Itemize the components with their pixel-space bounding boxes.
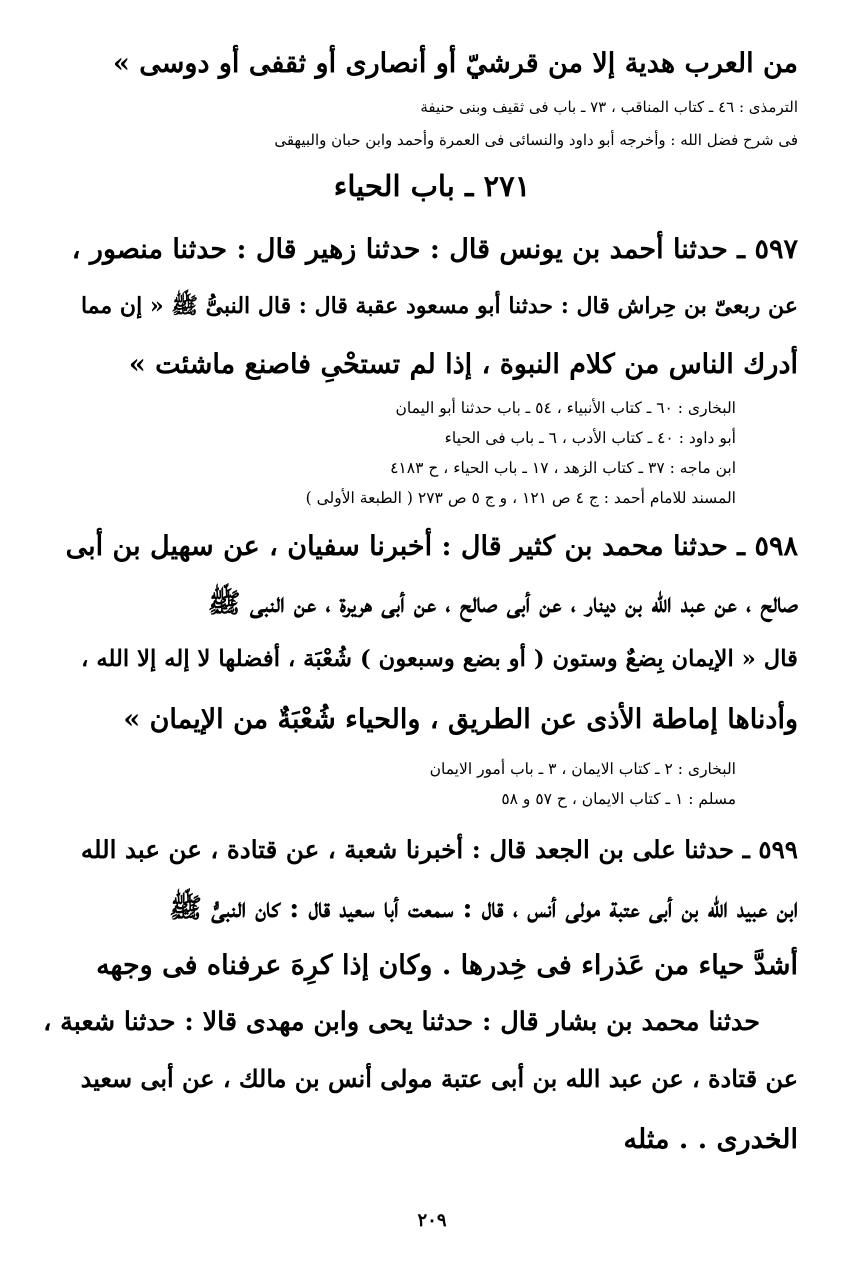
- footnote-line: أبو داود : ٤٠ ـ كتاب الأدب ، ٦ ـ باب فى الحياء: [444, 429, 736, 447]
- hadith-599-line-2: ابن عبيد الله بن أبى عتبة مولى أنس ، قال : سمعت أبا سعيد قال : كان النبىُّ ﷺ: [169, 893, 798, 924]
- footnote-line: البخارى : ٢ ـ كتاب الايمان ، ٣ ـ باب أمور الايمان: [429, 760, 736, 778]
- hadith-599-line-5: عن قتادة ، عن عبد الله بن أبى عتبة مولى أنس بن مالك ، عن أبى سعيد: [80, 1065, 798, 1093]
- footnote-line: فى شرح فضل الله : وأخرجه أبو داود والنسائى فى العمرة وأحمد وابن حبان والبيهقى: [274, 131, 798, 149]
- chapter-title: ٢٧١ ـ باب الحياء: [333, 169, 531, 203]
- page-number: ٢٠٩: [417, 1210, 447, 1231]
- hadith-599-line-1: ٥٩٩ ـ حدثنا على بن الجعد قال : أخبرنا شعبة ، عن قتادة ، عن عبد الله: [80, 835, 798, 864]
- footnote-line: الترمذى : ٤٦ ـ كتاب المناقب ، ٧٣ ـ باب فى ثقيف وبنى حنيفة: [420, 98, 798, 116]
- footnote-line: مسلم : ١ ـ كتاب الايمان ، ح ٥٧ و ٥٨: [501, 790, 736, 808]
- hadith-598-line-3: قال « الإيمان بِضعٌ وستون ( أو بضع وسبعون ) شُعْبَة ، أفضلها لا إله إلا الله ،: [81, 646, 798, 672]
- text-line: من العرب هدية إلا من قرشيّ أو أنصارى أو ثقفى أو دوسى »: [113, 48, 798, 79]
- hadith-599-line-6: الخدرى . . مثله: [623, 1124, 798, 1155]
- hadith-597-line-1: ٥٩٧ ـ حدثنا أحمد بن يونس قال : حدثنا زهير قال : حدثنا منصور ،: [71, 234, 798, 265]
- hadith-598-line-2: صالح ، عن عبد الله بن دينار ، عن أبى صالح ، عن أبى هريرة ، عن النبى ﷺ: [207, 588, 798, 619]
- hadith-597-line-3: أدرك الناس من كلام النبوة ، إذا لم تستحْىِ فاصنع ماشئت »: [128, 349, 798, 380]
- hadith-599-line-4: حدثنا محمد بن بشار قال : حدثنا يحى وابن مهدى قالا : حدثنا شعبة ،: [43, 1007, 760, 1037]
- footnote-line: ابن ماجه : ٣٧ ـ كتاب الزهد ، ١٧ ـ باب الحياء ، ح ٤١٨٣: [390, 459, 736, 477]
- hadith-598-line-1: ٥٩٨ ـ حدثنا محمد بن كثير قال : أخبرنا سفيان ، عن سهيل بن أبى: [65, 531, 798, 562]
- hadith-598-line-4: وأدناها إماطة الأذى عن الطريق ، والحياء شُعْبَةٌ من الإيمان »: [123, 704, 798, 735]
- footnote-line: البخارى : ٦٠ ـ كتاب الأنبياء ، ٥٤ ـ باب حدثنا أبو اليمان: [395, 399, 736, 417]
- footnote-line: المسند للامام أحمد : ج ٤ ص ١٢١ ، و ج ٥ ص ٢٧٣ ( الطبعة الأولى ): [305, 489, 736, 507]
- hadith-599-line-3: أشدَّ حياء من عَذراء فى خِدرها . وكان إذا كرِهَ عرفناه فى وجهه: [96, 950, 798, 981]
- hadith-597-line-2: عن ربعىّ بن حِراش قال : حدثنا أبو مسعود عقبة قال : قال النبىُّ ﷺ « إن مما: [80, 293, 798, 319]
